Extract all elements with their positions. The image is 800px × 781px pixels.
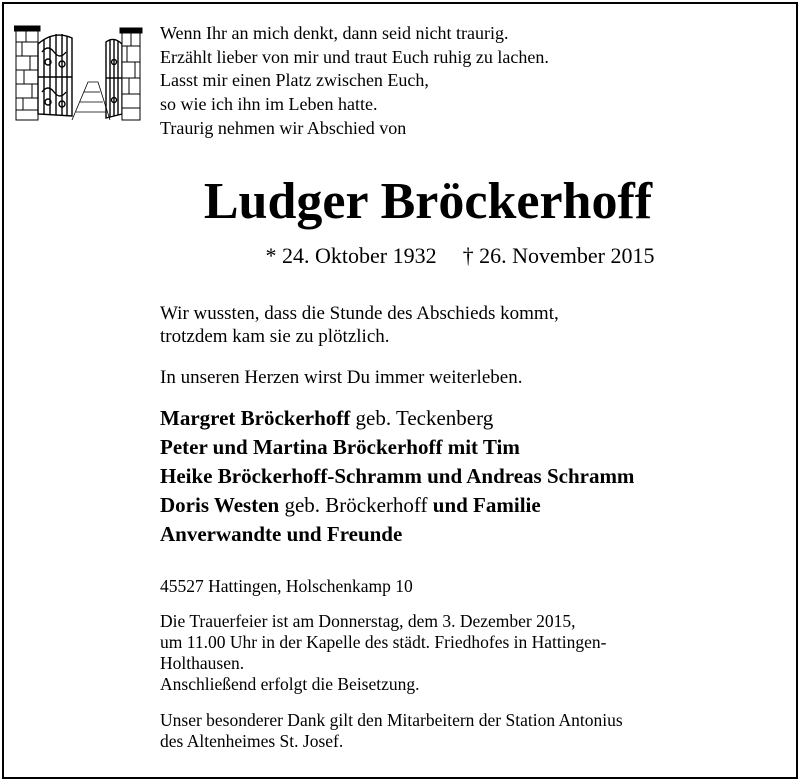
deceased-name: Ludger Bröckerhoff xyxy=(203,173,653,230)
address: 45527 Hattingen, Holschenkamp 10 xyxy=(160,576,413,596)
family-row: Heike Bröckerhoff-Schramm und Andreas Schramm xyxy=(160,464,635,488)
farewell-intro: Traurig nehmen wir Abschied von xyxy=(160,118,407,138)
poem-line: Wenn Ihr an mich denkt, dann seid nicht traurig. xyxy=(160,23,509,43)
family-row: Anverwandte und Freunde xyxy=(160,522,403,546)
ceremony-line: Anschließend erfolgt die Beisetzung. xyxy=(160,674,420,694)
message-line: trotzdem kam sie zu plötzlich. xyxy=(160,326,390,347)
thanks xyxy=(160,710,623,752)
pillar-left xyxy=(14,26,40,120)
pillar-right xyxy=(120,28,142,120)
gate-wing-left xyxy=(38,34,72,116)
death-date: † 26. November 2015 xyxy=(462,243,655,268)
message-line-final: In unseren Herzen wirst Du immer weiterleben. xyxy=(160,367,523,388)
family-row: Peter und Martina Bröckerhoff mit Tim xyxy=(160,435,520,459)
family-row: Margret Bröckerhoff geb. Teckenberg xyxy=(160,406,494,430)
thanks-line: Unser besonderer Dank gilt den Mitarbeitern der Station Antonius xyxy=(160,710,623,730)
message-line: Wir wussten, dass die Stunde des Abschieds kommt, xyxy=(160,303,559,324)
birth-date: * 24. Oktober 1932 xyxy=(265,243,437,268)
ceremony-line: Holthausen. xyxy=(160,653,245,673)
family-row: Doris Westen geb. Bröckerhoff und Familie xyxy=(160,493,541,517)
gate-wing-right xyxy=(106,39,122,118)
ceremony-info xyxy=(160,611,606,695)
poem xyxy=(160,22,549,116)
poem-line: Erzählt lieber von mir und traut Euch ruhig zu lachen. xyxy=(160,46,549,67)
message-block xyxy=(160,302,559,348)
ceremony-line: Die Trauerfeier ist am Donnerstag, dem 3. Dezember 2015, xyxy=(160,611,576,631)
family-list xyxy=(160,404,634,549)
ground xyxy=(72,82,110,120)
ceremony-line: um 11.00 Uhr in der Kapelle des städt. Friedhofes in Hattingen- xyxy=(160,632,607,652)
poem-line: Lasst mir einen Platz zwischen Euch, xyxy=(160,70,429,90)
life-dates xyxy=(0,243,800,269)
poem-line: so wie ich ihn im Leben hatte. xyxy=(160,93,378,114)
thanks-line: des Altenheimes St. Josef. xyxy=(160,731,344,751)
gate-illustration xyxy=(14,22,144,124)
